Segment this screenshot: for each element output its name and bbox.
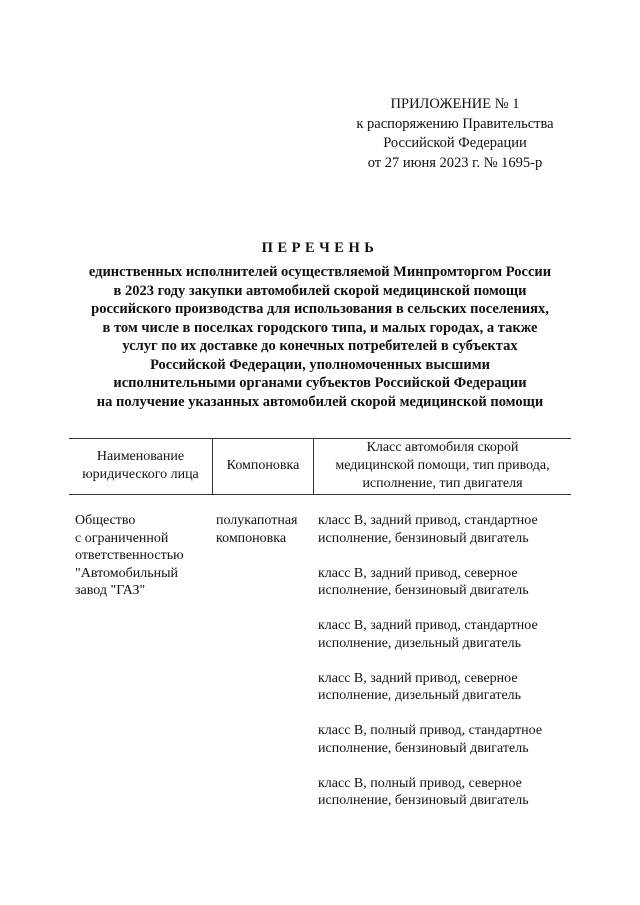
- subtitle-line: на получение указанных автомобилей скорой медицинской помощи: [96, 393, 544, 410]
- subtitle-line: в том числе в поселках городского типа, и малых городах, а также: [102, 319, 538, 336]
- appendix-line: к распоряжению Правительства: [356, 115, 554, 132]
- layout-line: полукапотная: [216, 513, 298, 528]
- header-layout: [213, 438, 313, 494]
- header-entity-line: Наименование: [96, 449, 185, 464]
- entity-line: с ограниченной: [75, 530, 169, 546]
- class-entry-line: исполнение, бензиновый двигатель: [318, 740, 529, 756]
- header-entity: [69, 438, 212, 494]
- subtitle-line: российского производства для использования в сельских поселениях,: [91, 301, 549, 317]
- class-entry-line: исполнение, бензиновый двигатель: [318, 530, 529, 546]
- class-entry-line: класс В, полный привод, северное: [318, 775, 522, 791]
- subtitle-line: единственных исполнителей осуществляемой Минпромторгом России: [88, 264, 552, 280]
- entity-line: "Автомобильный: [75, 565, 178, 581]
- class-entry-line: класс В, задний привод, стандартное: [318, 513, 538, 528]
- class-entry-line: класс В, задний привод, северное: [318, 565, 518, 581]
- appendix-line: Российской Федерации: [383, 135, 527, 151]
- cell-layout: [216, 512, 297, 547]
- class-entry: [318, 775, 542, 810]
- class-entry-line: исполнение, дизельный двигатель: [318, 635, 522, 651]
- header-class-line: медицинской помощи, тип привода,: [335, 458, 550, 473]
- table-header-border: [69, 494, 571, 495]
- class-entry: [318, 512, 542, 547]
- header-entity-line: юридического лица: [82, 467, 199, 482]
- layout-line: компоновка: [216, 530, 287, 546]
- entity-line: Общество: [75, 513, 136, 528]
- cell-classes: [318, 512, 542, 827]
- class-entry: [318, 722, 542, 757]
- appendix-line: ПРИЛОЖЕНИЕ № 1: [390, 96, 520, 112]
- class-entry-line: класс В, задний привод, стандартное: [318, 618, 538, 633]
- class-entry: [318, 617, 542, 652]
- subtitle-line: Российской Федерации, уполномоченных высшими: [150, 356, 490, 373]
- document-subtitle: [60, 263, 580, 411]
- class-entry-line: исполнение, дизельный двигатель: [318, 688, 522, 703]
- header-class-line: исполнение, тип двигателя: [362, 476, 523, 491]
- class-entry-line: класс В, полный привод, стандартное: [318, 723, 543, 738]
- document-title: ПЕРЕЧЕНЬ: [261, 240, 379, 256]
- class-entry: [318, 670, 542, 705]
- subtitle-line: в 2023 году закупки автомобилей скорой медицинской помощи: [113, 282, 527, 299]
- header-class-line: Класс автомобиля скорой: [366, 440, 519, 455]
- header-layout-line: Компоновка: [226, 458, 300, 473]
- subtitle-line: услуг по их доставке до конечных потребителей в субъектах: [122, 338, 518, 354]
- class-entry-line: исполнение, бензиновый двигатель: [318, 793, 529, 808]
- cell-entity: [75, 512, 184, 600]
- entity-line: ответственностью: [75, 548, 184, 563]
- subtitle-line: исполнительными органами субъектов Российской Федерации: [113, 375, 527, 391]
- class-entry: [318, 565, 542, 600]
- header-class: [314, 438, 571, 494]
- appendix-line: от 27 июня 2023 г. № 1695-р: [367, 154, 543, 171]
- appendix-header: [340, 95, 570, 173]
- class-entry-line: исполнение, бензиновый двигатель: [318, 583, 529, 598]
- entity-line: завод "ГАЗ": [75, 583, 146, 598]
- class-entry-line: класс В, задний привод, северное: [318, 670, 518, 686]
